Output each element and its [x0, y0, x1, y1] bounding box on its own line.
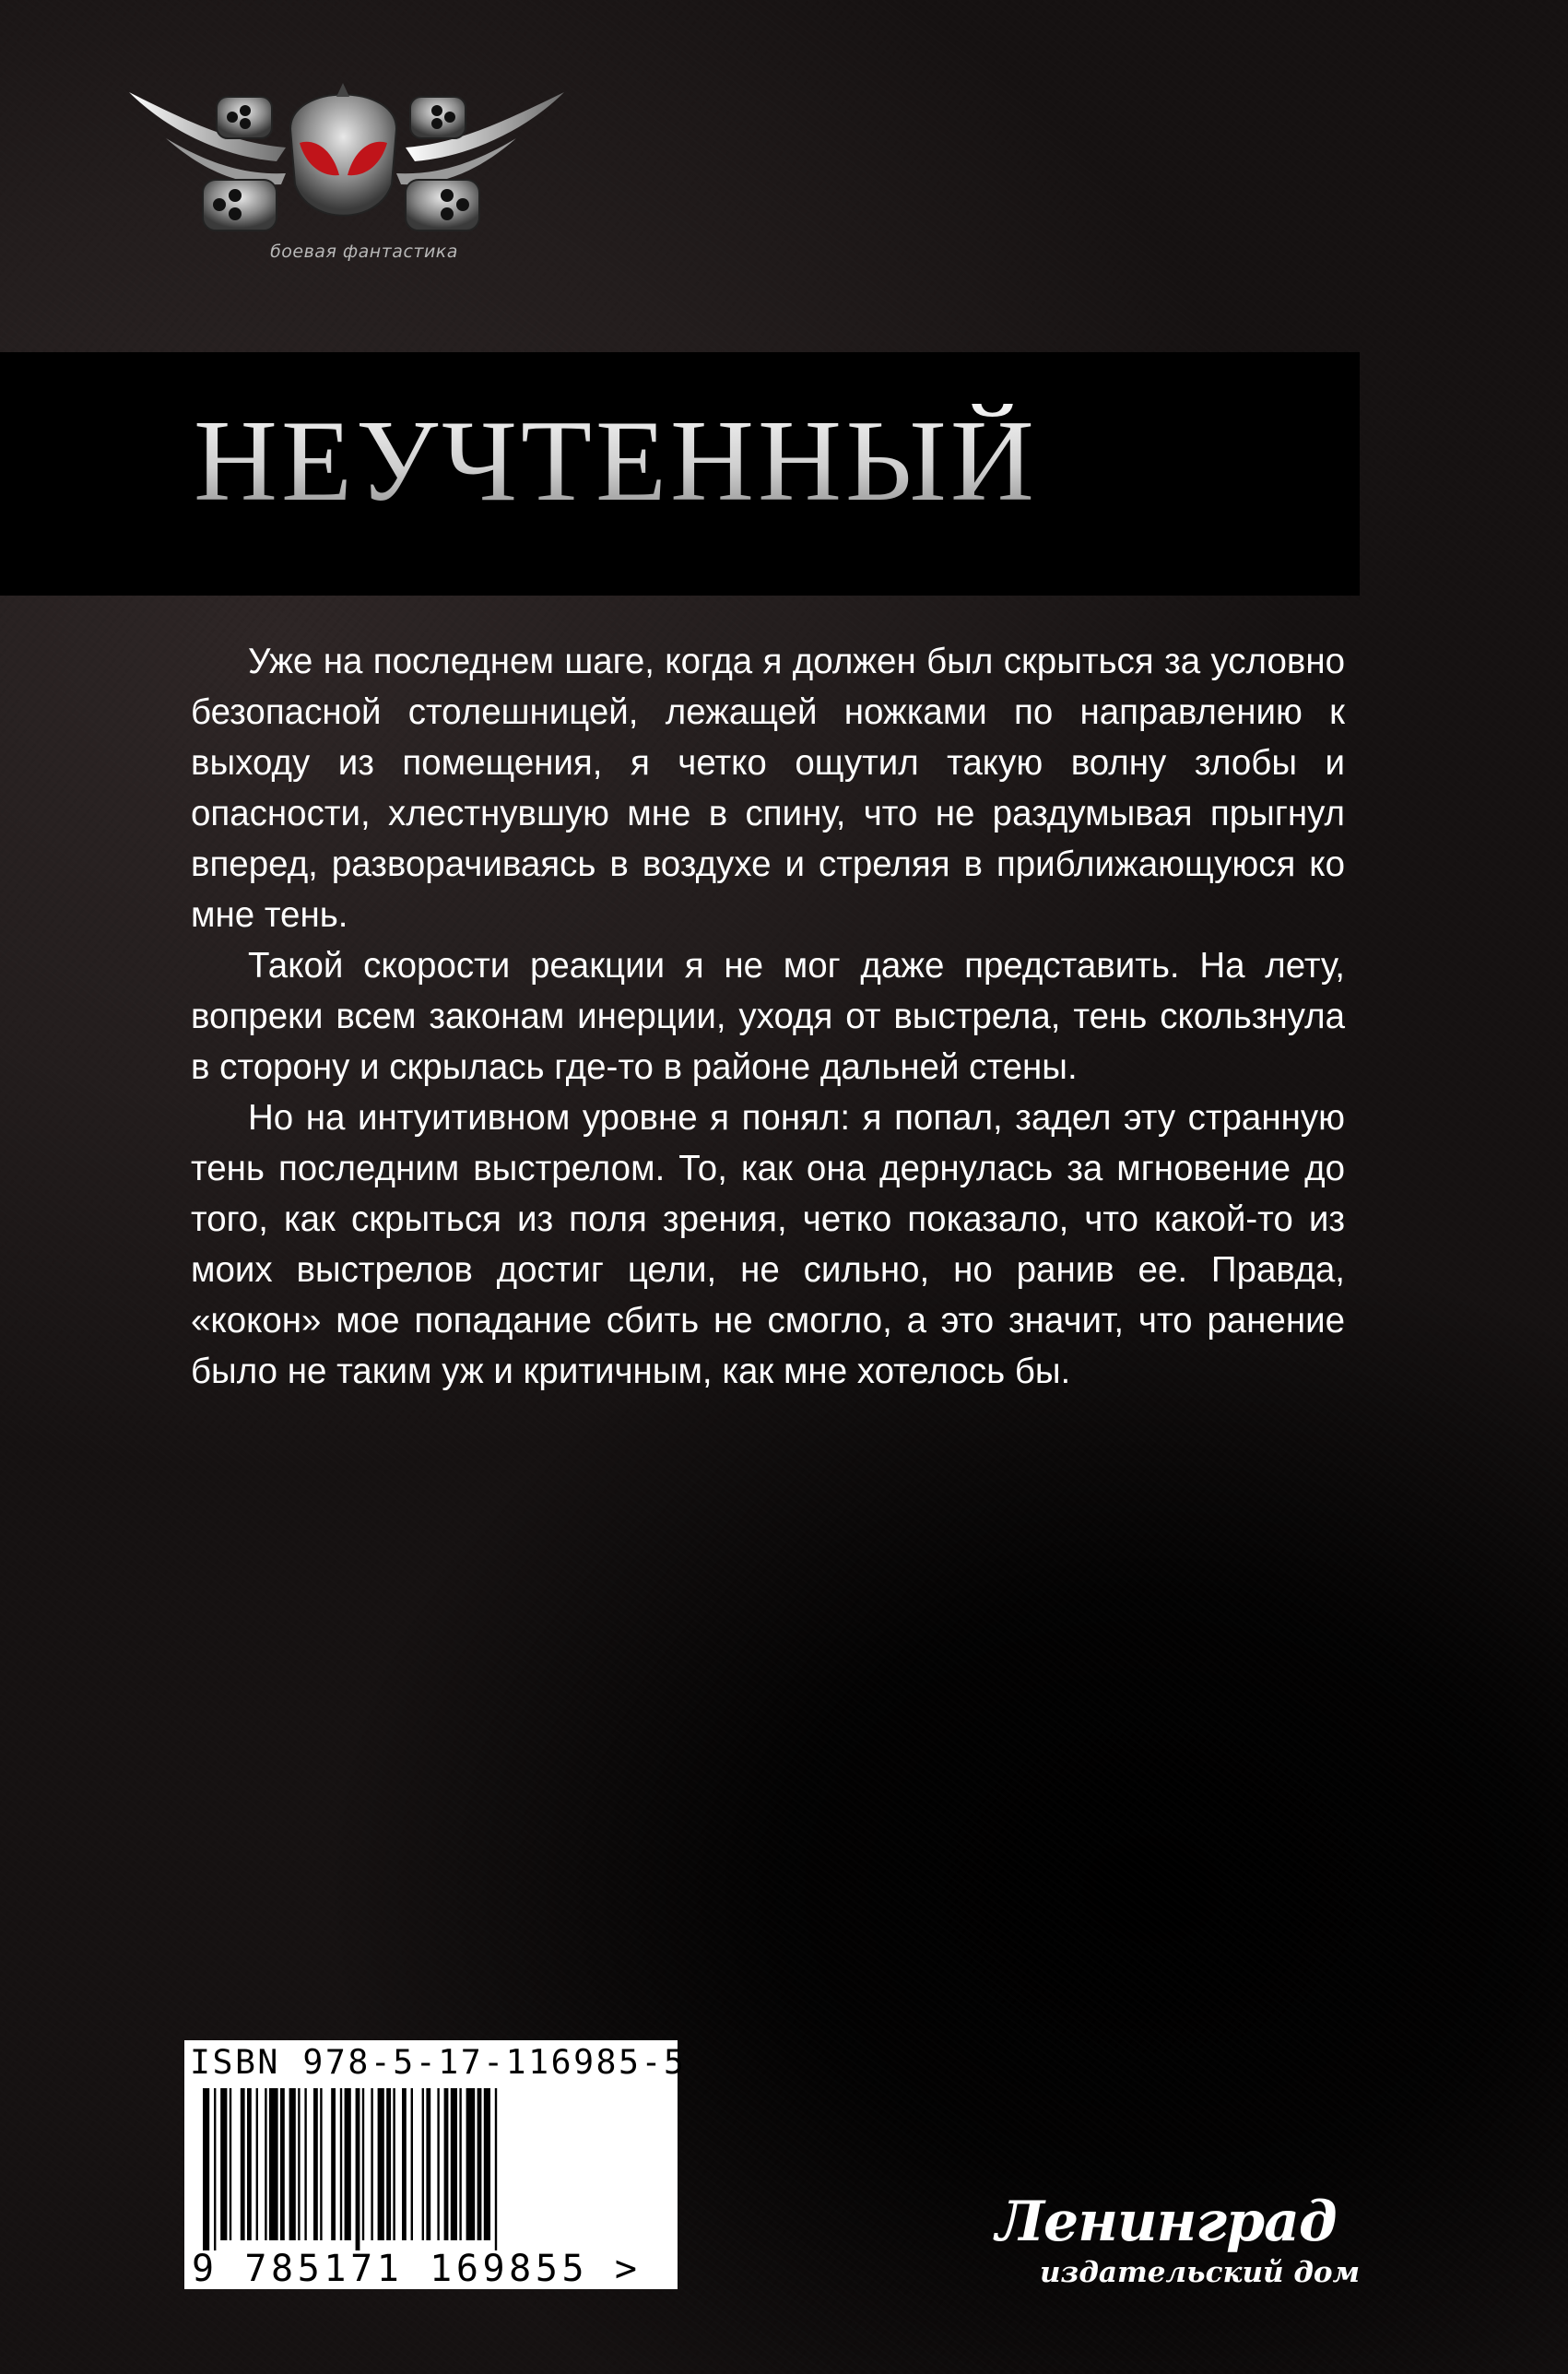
barcode-bar	[386, 2088, 391, 2240]
barcode-bar	[495, 2088, 497, 2250]
blurb-text	[191, 636, 1345, 1397]
barcode-bar	[298, 2088, 300, 2240]
blurb-paragraph: Но на интуитивном уровне я понял: я попал, задел эту странную тень последним выстрелом. То, как она дернулась за мгновение до того, как скрыться из поля зрения, четко показало, что какой-то из моих выстрелов достиг цели, не сильно, но ранив ее. Правда, «кокон» мое попадание сбить не смогло, а это значит, что ранение было не таким уж и критичным, как мне хотелось бы.	[191, 1098, 1345, 1391]
barcode-bar	[362, 2088, 364, 2240]
series-logo	[129, 74, 590, 286]
blurb-paragraph: Уже на последнем шаге, когда я должен был скрыться за условно безопасной столешницей, лежащей ножками по направлению к выходу из помещения, я четко ощутил такую волну злобы и опасности, хлестнувшую мне в спину, что не раздумывая прыгнул вперед, разворачиваясь в воздухе и стреляя в приближающуюся ко мне тень.	[191, 642, 1345, 935]
barcode-bar	[444, 2088, 449, 2240]
barcode-bar	[426, 2088, 430, 2240]
publisher-logo	[996, 2190, 1361, 2296]
barcode-bar	[247, 2088, 252, 2240]
isbn-label: ISBN 978-5-17-116985-5	[190, 2042, 687, 2082]
barcode-bar	[477, 2088, 482, 2240]
barcode-bar	[265, 2088, 266, 2240]
barcode-bar	[422, 2088, 424, 2240]
barcode-digits: 9 785171 169855 >	[192, 2248, 642, 2290]
barcode-bar	[241, 2088, 245, 2240]
barcode-bar	[459, 2088, 461, 2240]
barcode-bar	[340, 2088, 342, 2240]
barcode-bar	[320, 2088, 322, 2240]
publisher-subtitle: издательский дом	[1040, 2256, 1361, 2289]
barcode-bar	[484, 2088, 490, 2240]
barcode-bar	[437, 2088, 439, 2240]
book-title: НЕУЧТЕННЫЙ	[194, 397, 1038, 526]
barcode-bar	[378, 2088, 384, 2240]
barcode-bar	[411, 2088, 413, 2240]
barcode-bar	[466, 2088, 476, 2240]
blurb-paragraph: Такой скорости реакции я не мог даже представить. На лету, вопреки всем законам инерции, уходя от выстрела, тень скользнула в сторону и скрылась где-то в районе дальней стены.	[191, 946, 1345, 1087]
barcode-bar	[280, 2088, 285, 2240]
barcode-bar	[269, 2088, 278, 2240]
barcode-bar	[203, 2088, 209, 2250]
barcode-bar	[214, 2088, 216, 2250]
barcode-bar	[230, 2088, 231, 2240]
barcode-bar	[451, 2088, 457, 2240]
barcode-bar	[304, 2088, 306, 2240]
barcode-bar	[313, 2088, 318, 2240]
barcode-bar	[289, 2088, 296, 2240]
barcode-bar	[402, 2088, 407, 2240]
isbn-barcode	[184, 2040, 687, 2290]
barcode-bar	[345, 2088, 351, 2240]
publisher-name: Ленинград	[996, 2190, 1337, 2254]
series-caption: боевая фантастика	[270, 242, 458, 262]
barcode-bars-icon	[184, 2088, 678, 2254]
barcode-bar	[371, 2088, 372, 2240]
barcode-bar	[393, 2088, 395, 2240]
barcode-bar	[356, 2088, 360, 2250]
barcode-bar	[331, 2088, 336, 2240]
barcode-bar	[256, 2088, 258, 2240]
barcode-bar	[220, 2088, 227, 2240]
